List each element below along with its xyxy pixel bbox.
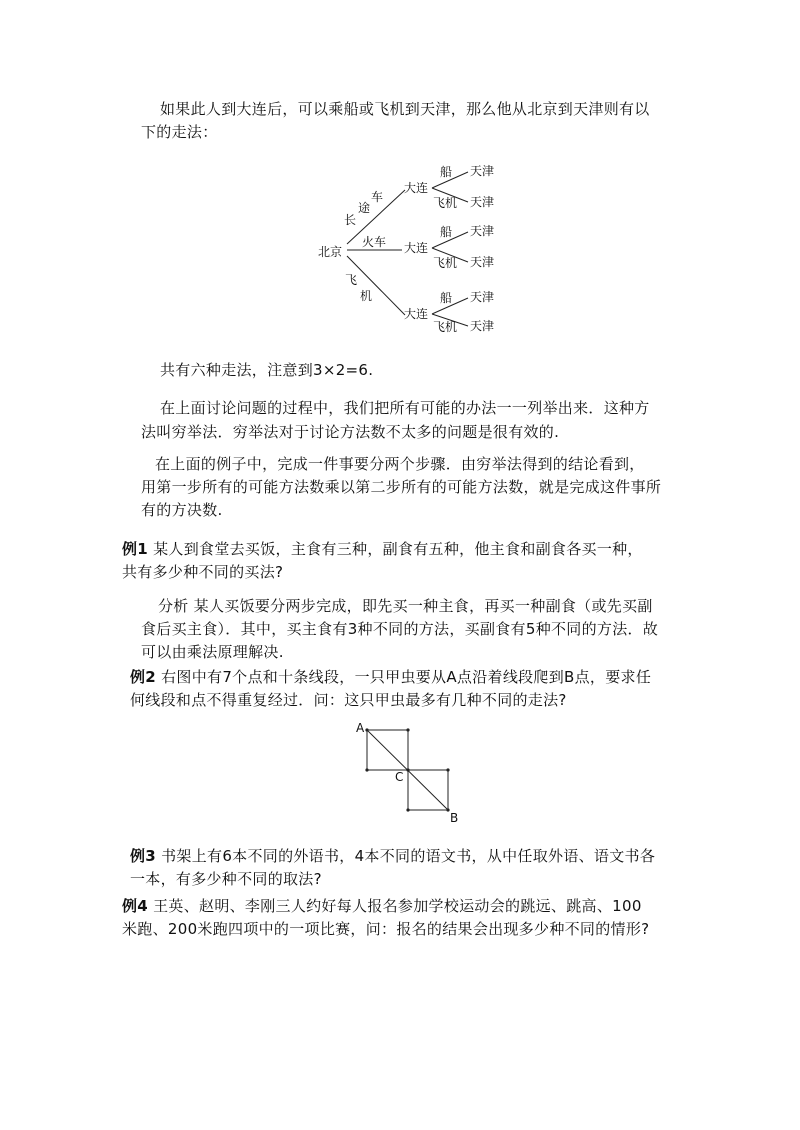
analysis-line-1: 分析 某人买饭要分两步完成，即先买一种主食，再买一种副食（或先买副	[158, 597, 653, 615]
point	[406, 768, 409, 771]
example-4-line-2: 米跑、200米跑四项中的一项比赛，问：报名的结果会出现多少种不同的情形?	[122, 920, 650, 938]
dest-node: 天津	[470, 195, 495, 209]
route-label: 机	[360, 289, 373, 303]
flight-label: 飞机	[433, 196, 458, 210]
route-label: 火车	[362, 235, 387, 249]
mid-node: 大连	[404, 241, 429, 255]
point	[446, 768, 449, 771]
analysis-line-2: 食后买主食）．其中，买主食有3种不同的方法，买副食有5种不同的方法．故	[141, 620, 659, 638]
example-1-label: 例1	[122, 540, 149, 558]
dest-node: 天津	[470, 290, 495, 304]
mid-node: 大连	[404, 307, 429, 321]
example-2-label: 例2	[130, 668, 157, 686]
para-conclusion-line-3: 有的方决数.	[141, 501, 223, 519]
flight-label: 飞机	[433, 256, 458, 270]
para-conclusion-line-1: 在上面的例子中，完成一件事要分两个步骤．由穷举法得到的结论看到，	[155, 455, 645, 473]
example-2-line-2: 何线段和点不得重复经过．问：这只甲虫最多有几种不同的走法?	[130, 691, 567, 709]
boat-label: 船	[440, 225, 453, 239]
example-4-label: 例4	[122, 897, 149, 915]
flight-label: 飞机	[433, 320, 458, 334]
para-enum-line-2: 法叫穷举法．穷举法对于讨论方法数不太多的问题是很有效的.	[141, 423, 560, 441]
tree-root: 北京	[318, 245, 343, 259]
para-count: 共有六种走法，注意到3×2=6.	[160, 361, 374, 379]
para-enum-line-1: 在上面讨论问题的过程中，我们把所有可能的办法一一列举出来．这种方	[160, 399, 650, 417]
point-label-c: C	[395, 770, 404, 784]
point-label-a: A	[356, 721, 365, 735]
boat-label: 船	[440, 165, 453, 179]
dest-node: 天津	[470, 319, 495, 333]
example-3-line-2: 一本，有多少种不同的取法?	[130, 870, 322, 888]
grid-path-figure	[350, 718, 465, 823]
example-1-line-2: 共有多少种不同的买法?	[122, 563, 284, 581]
mid-node: 大连	[404, 181, 429, 195]
example-3-label: 例3	[130, 847, 157, 865]
intro-line-1: 如果此人到大连后，可以乘船或飞机到天津，那么他从北京到天津则有以	[160, 100, 650, 118]
route-label: 飞	[345, 273, 358, 287]
example-2-line-1: 例2 右图中有7个点和十条线段，一只甲虫要从A点沿着线段爬到B点，要求任	[130, 668, 652, 686]
point	[406, 808, 409, 811]
point	[365, 728, 368, 731]
example-3-line-1: 例3 书架上有6本不同的外语书，4本不同的语文书，从中任取外语、语文书各	[130, 847, 656, 865]
para-conclusion-line-2: 用第一步所有的可能方法数乘以第二步所有的可能方法数，就是完成这件事所	[141, 478, 662, 496]
boat-label: 船	[440, 291, 453, 305]
route-tree-diagram	[300, 150, 520, 340]
route-label: 车	[371, 190, 384, 204]
point	[406, 728, 409, 731]
dest-node: 天津	[470, 224, 495, 238]
point	[365, 768, 368, 771]
intro-line-2: 下的走法：	[141, 123, 218, 141]
route-label: 途	[358, 201, 371, 215]
dest-node: 天津	[470, 164, 495, 178]
example-4-line-1: 例4 王英、赵明、李刚三人约好每人报名参加学校运动会的跳远、跳高、100	[122, 897, 642, 915]
analysis-line-3: 可以由乘法原理解决.	[141, 643, 284, 661]
point-label-b: B	[450, 811, 459, 823]
route-label: 长	[344, 213, 357, 227]
example-1-line-1: 例1 某人到食堂去买饭，主食有三种，副食有五种，他主食和副食各买一种，	[122, 540, 643, 558]
dest-node: 天津	[470, 255, 495, 269]
